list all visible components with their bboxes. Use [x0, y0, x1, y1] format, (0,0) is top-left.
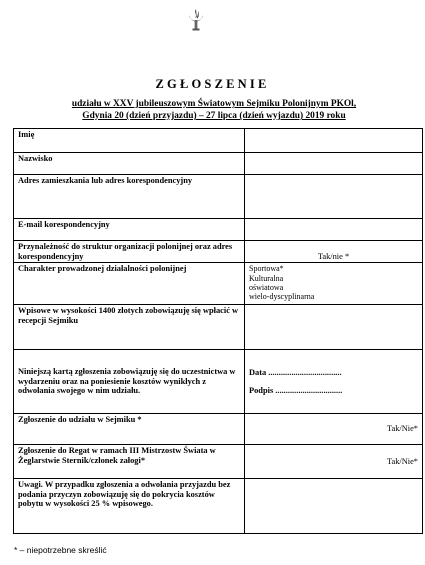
date-field[interactable]: Data ................................... [249, 368, 342, 378]
row-first-name [14, 129, 423, 153]
activity-option-education[interactable]: oświatowa [249, 283, 284, 292]
activity-option-culture[interactable]: Kulturalna [249, 273, 284, 283]
regatta-participation-label: Zgłoszenie do Regat w ramach III Mistrzostw Świata w Żeglarstwie Sternik/członek załogi* [14, 445, 245, 479]
row-address [14, 175, 423, 219]
activity-option-multidisciplinary[interactable]: wielo-dyscyplinarna [249, 292, 315, 302]
row-activity-type [14, 263, 423, 305]
activity-type-options[interactable] [245, 263, 423, 305]
entry-fee-field[interactable] [245, 305, 423, 350]
remarks-field[interactable] [245, 479, 423, 534]
email-field[interactable] [245, 219, 423, 241]
olympic-torch-icon [186, 8, 206, 32]
registration-form-table [13, 128, 423, 534]
row-entry-fee [14, 305, 423, 350]
affiliation-choice[interactable]: Tak/nie * [245, 241, 423, 263]
form-title: ZGŁOSZENIE [155, 77, 270, 91]
footnote: * – niepotrzebne skreślić [14, 545, 107, 555]
entry-fee-label: Wpisowe w wysokości 1400 złotych zobowiązuję się wpłacić w recepcji Sejmiku [14, 305, 245, 350]
form-subtitle [12, 98, 416, 122]
address-label: Adres zamieszkania lub adres korespondencyjny [14, 175, 245, 219]
activity-option-sport[interactable]: Sportowa* [249, 264, 284, 274]
row-email [14, 219, 423, 241]
subtitle-line-1: udziału w XXV jubileuszowym Światowym Sejmiku Polonijnym PKOl, [71, 99, 357, 109]
signature-field[interactable]: Podpis ................................ [249, 385, 343, 395]
commitment-label: Niniejszą kartą zgłoszenia zobowiązuję się do uczestnictwa w wydarzeniu oraz na poniesienie kosztów wynikłych z odwołania swojego w nim udziału. [14, 350, 245, 414]
subtitle-line-2: Gdynia 20 (dzień przyjazdu) – 27 lipca (dzień wyjazdu) 2019 roku [82, 111, 346, 121]
first-name-label: Imię [14, 129, 245, 153]
row-regatta-participation [14, 445, 423, 479]
regatta-participation-choice[interactable]: Tak/Nie* [245, 445, 423, 479]
last-name-label: Nazwisko [14, 153, 245, 175]
remarks-label: Uwagi. W przypadku zgłoszenia a odwołania przyjazdu bez podania przyczyn zobowiązuję się do pokrycia kosztów pobytu w wysokości 25 % wpisowego. [14, 479, 245, 534]
address-field[interactable] [245, 175, 423, 219]
row-commitment [14, 350, 423, 414]
email-label: E-mail korespondencyjny [14, 219, 245, 241]
row-remarks [14, 479, 423, 534]
row-affiliation [14, 241, 423, 263]
last-name-field[interactable] [245, 153, 423, 175]
sejmik-participation-choice[interactable]: Tak/Nie* [245, 414, 423, 445]
row-sejmik-participation [14, 414, 423, 445]
first-name-field[interactable] [245, 129, 423, 153]
sejmik-participation-label: Zgłoszenie do udziału w Sejmiku * [14, 414, 245, 445]
affiliation-label: Przynależność do struktur organizacji polonijnej oraz adres korespondencyjny [14, 241, 245, 263]
row-last-name [14, 153, 423, 175]
activity-type-label: Charakter prowadzonej działalności polonijnej [14, 263, 245, 305]
commitment-fields [245, 350, 423, 414]
